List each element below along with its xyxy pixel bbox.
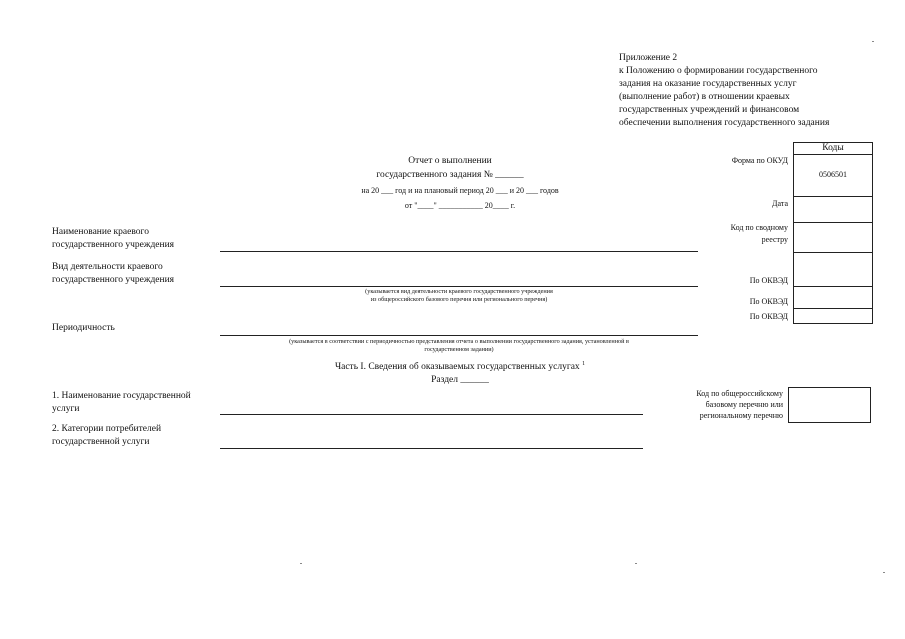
date-label: Дата bbox=[772, 199, 788, 208]
codes-header: Коды bbox=[822, 143, 844, 153]
okud-value: 0506501 bbox=[819, 170, 847, 179]
activity-note-2: из общероссийского базового перечня или регионального перечня) bbox=[370, 296, 548, 303]
report-subtitle: государственного задания № ______ bbox=[376, 170, 524, 180]
scan-speck bbox=[883, 572, 885, 573]
part1-heading-text: Часть I. Сведения об оказываемых государственных услугах bbox=[334, 362, 580, 373]
scan-speck bbox=[872, 41, 874, 42]
periodicity-note-1: (указывается в соответствии с периодичностью представления отчета о выполнении государственного задания, установленной в bbox=[289, 338, 629, 345]
part1-footnote: 1 bbox=[582, 361, 586, 367]
base-list-code-label-3: региональному перечню bbox=[699, 411, 783, 420]
periodicity-field[interactable] bbox=[220, 335, 698, 336]
okved-label-2: По ОКВЭД bbox=[749, 297, 788, 306]
institution-name-label-1: Наименование краевого bbox=[52, 227, 149, 237]
part1-heading bbox=[270, 361, 650, 374]
activity-type-field[interactable] bbox=[220, 286, 698, 287]
service-name-label-2: услуги bbox=[52, 404, 80, 414]
appendix-title: Приложение 2 bbox=[619, 53, 678, 63]
scan-speck bbox=[635, 563, 637, 564]
part1-section: Раздел ______ bbox=[431, 375, 489, 385]
report-date: от "____" ___________ 20____ г. bbox=[404, 201, 516, 210]
base-list-code-label-1: Код по общероссийскому bbox=[696, 389, 783, 398]
appendix-line-1: к Положению о формировании государственного bbox=[619, 66, 818, 76]
report-title: Отчет о выполнении bbox=[408, 156, 492, 166]
registry-label-1: Код по сводному bbox=[730, 223, 788, 232]
activity-note-1: (указывается вид деятельности краевого государственного учреждения bbox=[365, 288, 553, 295]
consumer-category-label-2: государственной услуги bbox=[52, 437, 150, 447]
appendix-line-5: обеспечении выполнения государственного задания bbox=[619, 118, 830, 128]
consumer-category-field[interactable] bbox=[220, 448, 643, 449]
okved-label-3: По ОКВЭД bbox=[749, 312, 788, 321]
okud-label: Форма по ОКУД bbox=[731, 156, 788, 165]
activity-type-label-1: Вид деятельности краевого bbox=[52, 262, 163, 272]
consumer-category-label-1: 2. Категории потребителей bbox=[52, 424, 162, 434]
registry-label-2: реестру bbox=[761, 235, 788, 244]
periodicity-note-2: государственном задании) bbox=[424, 346, 494, 353]
base-list-code-box[interactable] bbox=[788, 387, 871, 423]
base-list-code-label-2: базовому перечню или bbox=[705, 400, 783, 409]
appendix-line-3: (выполнение работ) в отношении краевых bbox=[619, 92, 790, 102]
institution-name-field[interactable] bbox=[220, 251, 698, 252]
service-name-field[interactable] bbox=[220, 414, 643, 415]
okved-label-1: По ОКВЭД bbox=[749, 276, 788, 285]
service-name-label-1: 1. Наименование государственной bbox=[52, 391, 191, 401]
periodicity-label: Периодичность bbox=[52, 323, 115, 333]
scan-speck bbox=[300, 563, 302, 564]
appendix-line-2: задания на оказание государственных услуг bbox=[619, 79, 797, 89]
activity-type-label-2: государственного учреждения bbox=[52, 275, 175, 285]
report-period: на 20 ___ год и на плановый период 20 ___ и 20 ___ годов bbox=[361, 186, 559, 195]
institution-name-label-2: государственного учреждения bbox=[52, 240, 175, 250]
appendix-line-4: государственных учреждений и финансовом bbox=[619, 105, 800, 115]
